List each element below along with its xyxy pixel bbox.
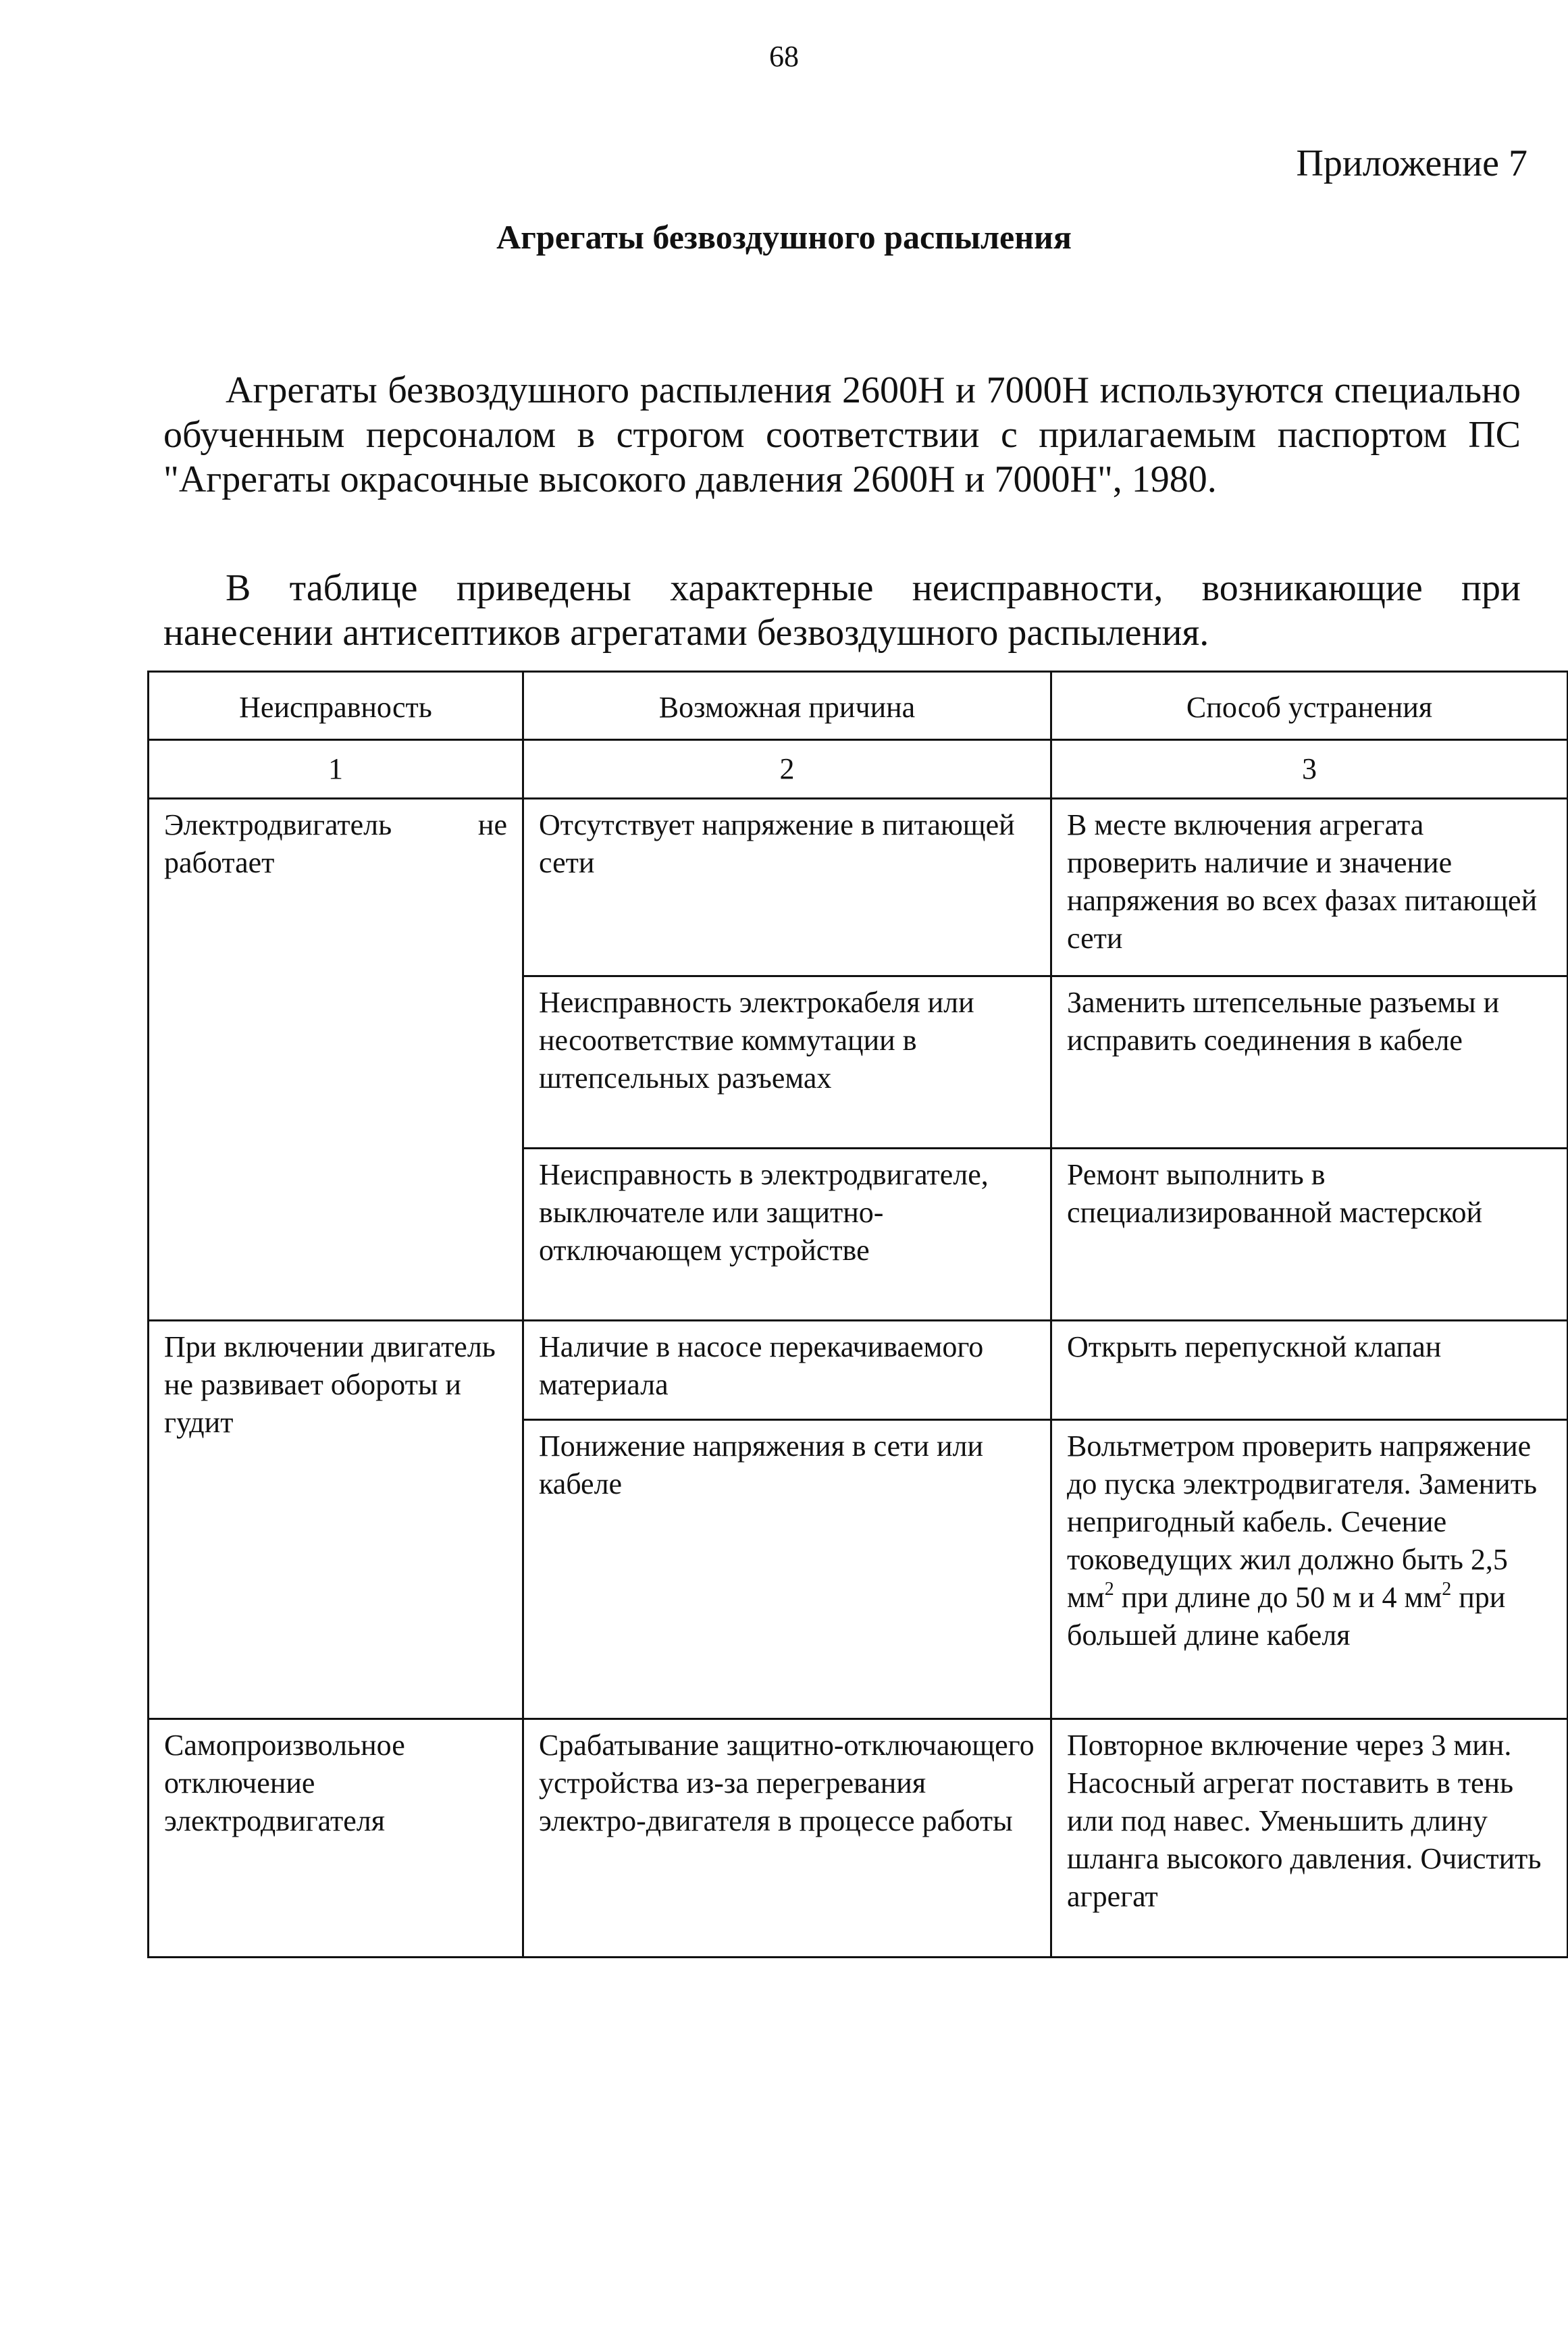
remedy-cell: Ремонт выполнить в специализированной мастерской bbox=[1051, 1149, 1568, 1321]
fault-cell bbox=[149, 799, 523, 1321]
header-cause: Возможная причина bbox=[523, 672, 1051, 740]
superscript: 2 bbox=[1442, 1579, 1452, 1600]
table-row bbox=[149, 799, 1568, 976]
header-remedy: Способ устранения bbox=[1051, 672, 1568, 740]
fault-cell: При включении двигатель не развивает обороты и гудит bbox=[149, 1321, 523, 1719]
remedy-cell: Повторное включение через 3 мин. Насосный агрегат поставить в тень или под навес. Уменьшить длину шланга высокого давления. Очистить агрегат bbox=[1051, 1719, 1568, 1958]
page-number: 68 bbox=[769, 40, 799, 73]
table-header-row bbox=[149, 672, 1568, 740]
remedy-cell: Открыть перепускной клапан bbox=[1051, 1321, 1568, 1420]
remedy-text: при длине до 50 м и 4 мм bbox=[1114, 1581, 1442, 1614]
appendix-label: Приложение 7 bbox=[1296, 142, 1527, 184]
column-number: 3 bbox=[1051, 740, 1568, 799]
cause-cell: Понижение напряжения в сети или кабеле bbox=[523, 1420, 1051, 1719]
cause-cell: Неисправность в электродвигателе, выключателе или защитно-отключающем устройстве bbox=[523, 1149, 1051, 1321]
cause-cell: Срабатывание защитно-отключающего устройства из-за перегревания электро-двигателя в процессе работы bbox=[523, 1719, 1051, 1958]
column-number: 2 bbox=[523, 740, 1051, 799]
cause-cell: Неисправность электрокабеля или несоответствие коммутации в штепсельных разъемах bbox=[523, 976, 1051, 1149]
table-row bbox=[149, 1321, 1568, 1420]
fault-table bbox=[147, 671, 1568, 1958]
remedy-cell: В месте включения агрегата проверить наличие и значение напряжения во всех фазах питающей сети bbox=[1051, 799, 1568, 976]
remedy-text: Вольтметром проверить напряжение до пуска электродвигателя. Заменить непригодный кабель. Сечение токоведущих жил должно быть 2,5 мм bbox=[1067, 1429, 1538, 1614]
intro-paragraph: Агрегаты безвоздушного распыления 2600Н и 7000Н используются специально обученным персоналом в строгом соответствии с прилагаемым паспортом ПС "Агрегаты окрасочные высокого давления 2600Н и 7000Н", 1980. bbox=[163, 369, 1521, 500]
fault-text: не bbox=[477, 808, 507, 841]
header-fault: Неисправность bbox=[149, 672, 523, 740]
table-row bbox=[149, 1719, 1568, 1958]
page-title: Агрегаты безвоздушного распыления bbox=[496, 218, 1072, 256]
remedy-text: при большей длине кабеля bbox=[1067, 1581, 1506, 1652]
column-number: 1 bbox=[149, 740, 523, 799]
cause-cell: Отсутствует напряжение в питающей сети bbox=[523, 799, 1051, 976]
fault-text: Электродвигатель bbox=[164, 808, 392, 841]
table-intro-paragraph: В таблице приведены характерные неисправности, возникающие при нанесении антисептиков агрегатами безвоздушного распыления. bbox=[163, 567, 1521, 654]
remedy-cell: Заменить штепсельные разъемы и исправить соединения в кабеле bbox=[1051, 976, 1568, 1149]
fault-cell: Самопроизвольное отключение электродвигателя bbox=[149, 1719, 523, 1958]
cause-cell: Наличие в насосе перекачиваемого материала bbox=[523, 1321, 1051, 1420]
column-number-row bbox=[149, 740, 1568, 799]
superscript: 2 bbox=[1104, 1579, 1114, 1600]
fault-text: работает bbox=[164, 846, 275, 879]
remedy-cell bbox=[1051, 1420, 1568, 1719]
